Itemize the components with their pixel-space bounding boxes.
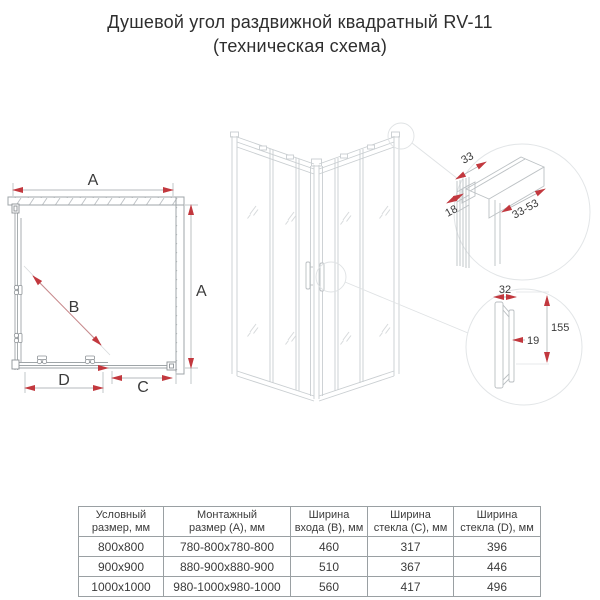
table-cell: 446 xyxy=(454,557,541,577)
dim-155-label: 155 xyxy=(551,322,570,334)
dim-d-label: D xyxy=(58,372,70,389)
callout-leaders xyxy=(316,123,468,333)
table-header-nominal-size xyxy=(79,507,164,537)
plan-view xyxy=(8,172,207,396)
plan-dim-a-right xyxy=(185,205,207,384)
table-cell: 396 xyxy=(454,537,541,557)
dim-33-53-label: 33-53 xyxy=(510,197,541,222)
header-line: стекла (C), мм xyxy=(373,521,448,534)
table-cell: 367 xyxy=(368,557,454,577)
header-line: Условный xyxy=(95,508,147,521)
table-cell: 317 xyxy=(368,537,454,557)
table-cell: 1000x1000 xyxy=(79,577,164,597)
table-cell: 560 xyxy=(291,577,368,597)
plan-dim-c xyxy=(99,368,176,396)
dim-a-top-label: A xyxy=(87,172,99,189)
table-cell: 980-1000x980-1000 xyxy=(164,577,291,597)
plan-dim-b xyxy=(24,266,110,355)
page-title-line2: (техническая схема) xyxy=(212,36,388,56)
page-title-line1: Душевой угол раздвижной квадратный RV-11 xyxy=(107,12,493,32)
dim-18-label: 18 xyxy=(443,203,460,220)
dim-a-right-label: A xyxy=(196,283,207,300)
table-cell: 900x900 xyxy=(79,557,164,577)
header-line: Монтажный xyxy=(197,508,257,521)
table-row xyxy=(79,537,541,557)
dim-c-label: C xyxy=(137,379,149,396)
dim-33-label: 33 xyxy=(459,150,476,167)
size-table xyxy=(78,506,541,597)
plan-corner-brackets xyxy=(12,204,176,370)
table-cell: 496 xyxy=(454,577,541,597)
plan-dim-a-top xyxy=(13,172,173,196)
plan-top-wall xyxy=(8,197,184,205)
header-line: размер, мм xyxy=(91,521,151,534)
table-cell: 417 xyxy=(368,577,454,597)
table-header-glass-c-width xyxy=(368,507,454,537)
table-row xyxy=(79,557,541,577)
dim-19-label: 19 xyxy=(527,335,540,347)
plan-glass-lines xyxy=(14,205,176,370)
plan-right-wall xyxy=(176,197,184,374)
header-line: Ширина xyxy=(308,508,350,521)
dim-b-label: B xyxy=(68,299,80,316)
header-line: Ширина xyxy=(476,508,518,521)
table-header-glass-d-width xyxy=(454,507,541,537)
table-cell: 510 xyxy=(291,557,368,577)
table-cell: 460 xyxy=(291,537,368,557)
detail-wall-profile xyxy=(443,144,590,280)
detail-handle xyxy=(466,284,582,405)
door-handles xyxy=(306,262,324,291)
iso-view xyxy=(231,123,469,401)
table-cell: 780-800x780-800 xyxy=(164,537,291,557)
table-cell: 880-900x880-900 xyxy=(164,557,291,577)
table-row xyxy=(79,577,541,597)
table-cell: 800x800 xyxy=(79,537,164,557)
plan-dim-d xyxy=(25,372,103,393)
table-header-row xyxy=(79,507,541,537)
table-header-entry-width xyxy=(291,507,368,537)
detail-handle-dims xyxy=(494,284,569,364)
table-header-mounting-size xyxy=(164,507,291,537)
header-line: стекла (D), мм xyxy=(460,521,534,534)
header-line: Ширина xyxy=(390,508,431,521)
detail-handle-circle xyxy=(466,289,582,405)
header-line: размер (А), мм xyxy=(189,521,265,534)
header-line: входа (B), мм xyxy=(294,521,364,534)
dim-32-label: 32 xyxy=(498,284,512,296)
